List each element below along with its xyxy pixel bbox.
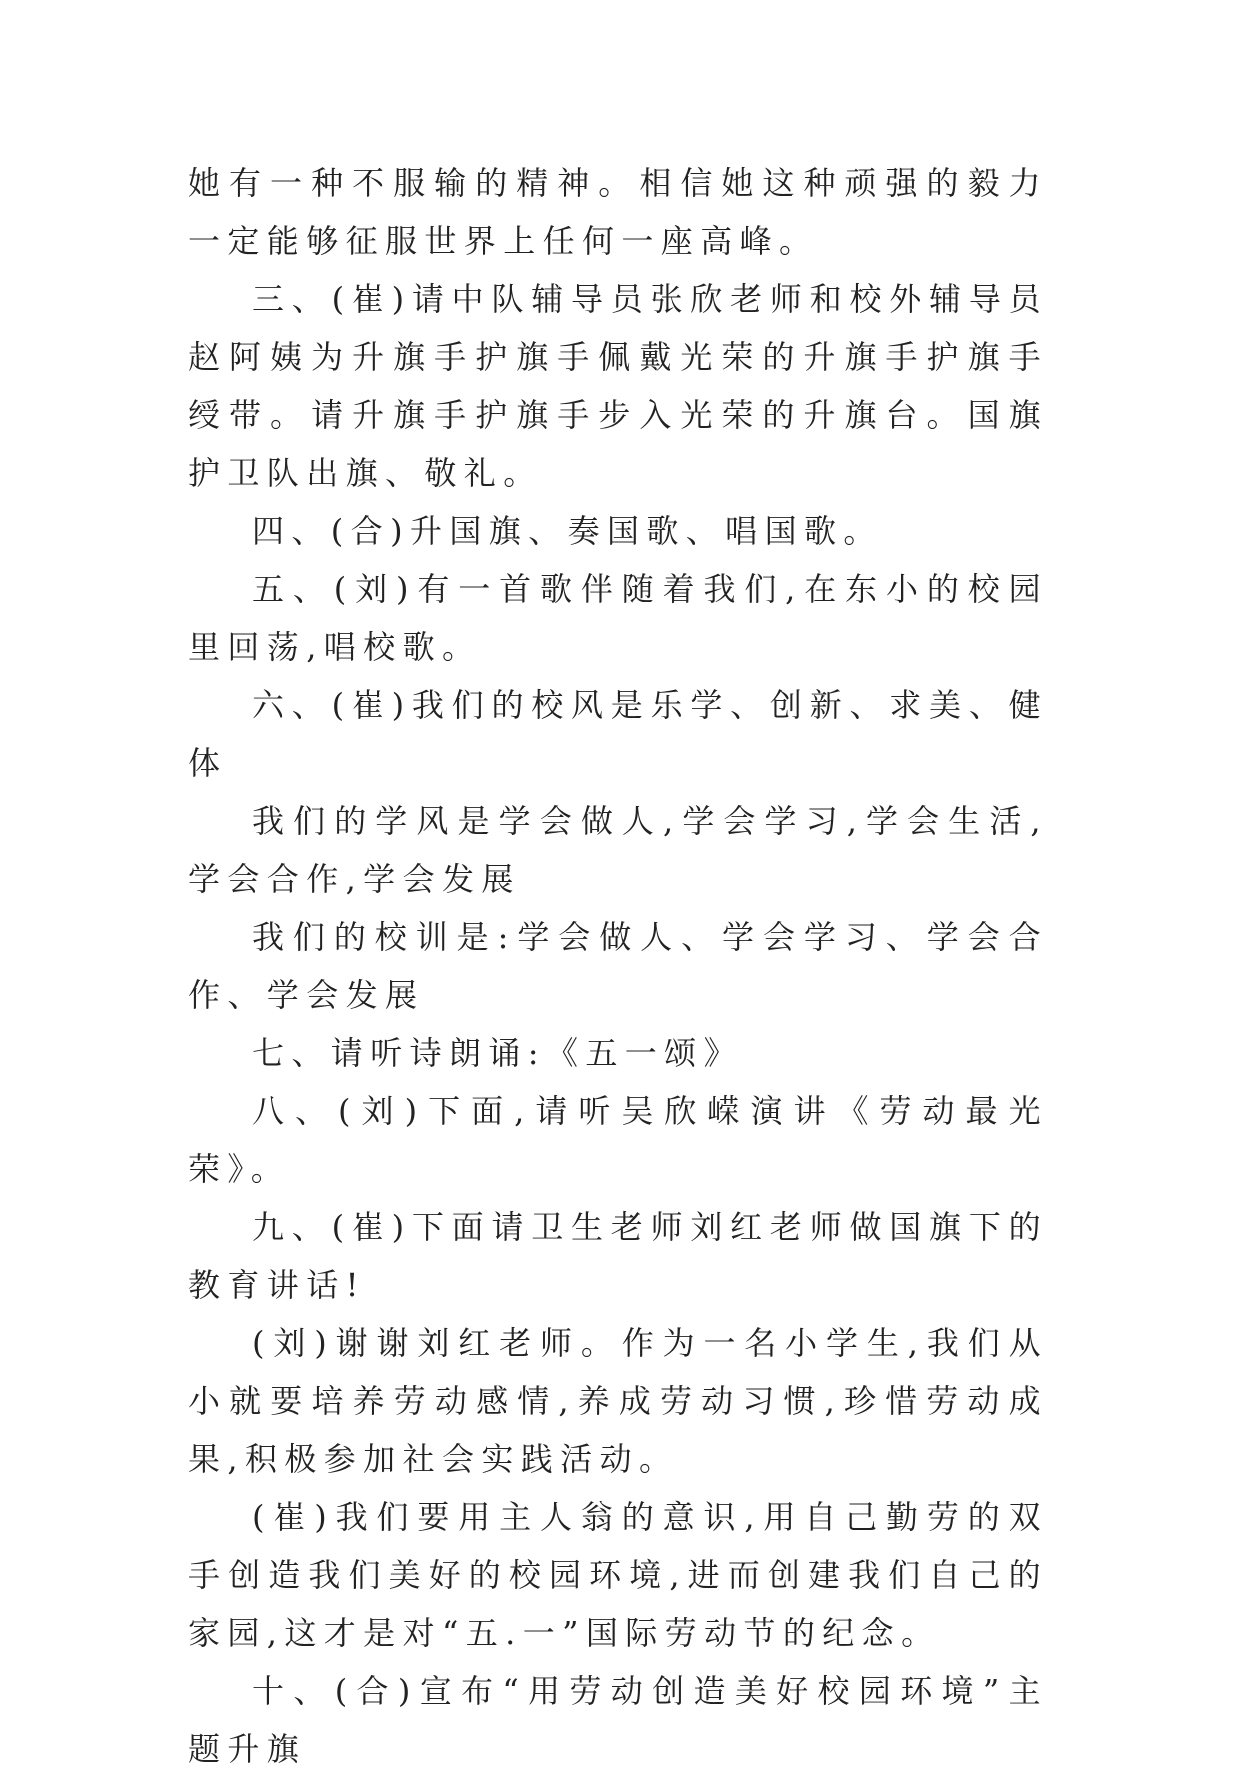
- document-body: [188, 154, 1048, 1778]
- paragraph: 九、(崔)下面请卫生老师刘红老师做国旗下的教育讲话!: [188, 1208, 1048, 1304]
- paragraph: (刘)谢谢刘红老师。作为一名小学生,我们从小就要培养劳动感情,养成劳动习惯,珍惜劳动成果,积极参加社会实践活动。: [188, 1324, 1048, 1478]
- paragraph: 六、(崔)我们的校风是乐学、创新、求美、健体: [188, 686, 1048, 782]
- paragraph: 她有一种不服输的精神。相信她这种顽强的毅力一定能够征服世界上任何一座高峰。: [188, 164, 1048, 260]
- paragraph: 三、(崔)请中队辅导员张欣老师和校外辅导员赵阿姨为升旗手护旗手佩戴光荣的升旗手护旗手绶带。请升旗手护旗手步入光荣的升旗台。国旗护卫队出旗、敬礼。: [188, 280, 1048, 492]
- paragraph: 四、(合)升国旗、奏国歌、唱国歌。: [252, 512, 883, 550]
- paragraph: 五、(刘)有一首歌伴随着我们,在东小的校园里回荡,唱校歌。: [188, 570, 1048, 666]
- paragraph: 我们的校训是:学会做人、学会学习、学会合作、学会发展: [188, 918, 1048, 1014]
- paragraph: 我们的学风是学会做人,学会学习,学会生活,学会合作,学会发展: [188, 802, 1048, 898]
- paragraph: (崔)我们要用主人翁的意识,用自己勤劳的双手创造我们美好的校园环境,进而创建我们自己的家园,这才是对“五.一”国际劳动节的纪念。: [188, 1498, 1048, 1652]
- paragraph: 七、请听诗朗诵:《五一颂》: [252, 1034, 743, 1072]
- paragraph: 十、(合)宣布“用劳动创造美好校园环境”主题升旗: [188, 1672, 1048, 1768]
- paragraph: 八、(刘)下面,请听吴欣嵘演讲《劳动最光荣》。: [188, 1092, 1048, 1188]
